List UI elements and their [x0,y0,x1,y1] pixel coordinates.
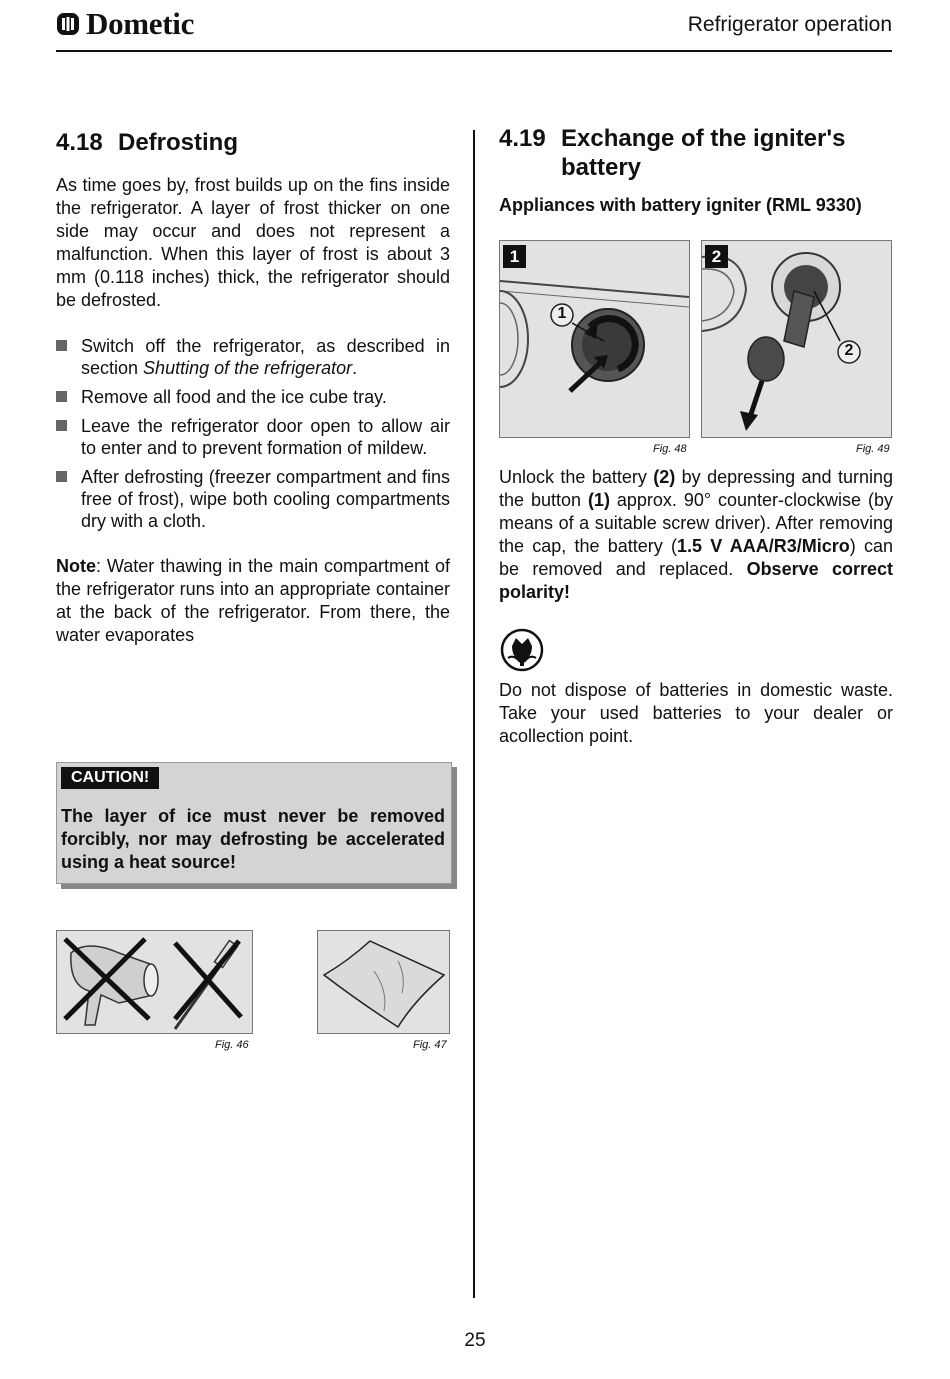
fig-46-caption: Fig. 46 [215,1039,249,1051]
battery-instructions-text: Unlock the battery (2) by depressing and turning the button (1) approx. 90° counter-clockwise (by means of a suitable screw driver). After removing the cap, the battery (1.5 V AAA/R3/Micro) can be removed and replaced. Observe correct polarity! [499,467,893,602]
no-hairdryer-no-screwdriver-icon [57,931,252,1033]
defrosting-intro: As time goes by, frost builds up on the fins inside the refrigerator. A layer of frost thicker on one side may occur and does not represent a malfunction. When this layer of frost is about 3 mm (0.118 inches) thick, the refrigerator should be defrosted. [56,175,450,310]
header-rule [56,50,892,52]
figure-46 [56,930,253,1034]
fig-48-caption: Fig. 48 [653,443,687,455]
caution-box [56,762,452,884]
column-divider [473,130,475,1298]
fig-47-caption: Fig. 47 [413,1039,447,1051]
list-item: After defrosting (freezer compartment and fins free of frost), wipe both cooling compartments dry with a cloth. [56,466,450,532]
disposal-section [499,679,893,748]
battery-removal-icon [702,241,891,437]
section-title: Refrigerator operation [687,13,892,36]
page-number: 25 [464,1330,486,1351]
battery-instructions [499,466,893,604]
section-igniter-battery [499,124,893,216]
igniter-button-icon [500,241,689,437]
disposal-text: Do not dispose of batteries in domestic waste. Take your used batteries to your dealer or acollection point. [499,680,893,746]
heading-igniter-battery: 4.19 Exchange of the igniter's battery [499,125,846,181]
figure-47 [317,930,450,1034]
fig-49-callout: 2 [844,342,854,359]
fig-48-callout: 1 [557,305,567,322]
fig-49-caption: Fig. 49 [856,443,890,455]
list-item: Switch off the refrigerator, as described in section Shutting of the refrigerator. [56,335,450,379]
defrosting-steps [56,335,450,532]
battery-subheading: Appliances with battery igniter (RML 9330) [499,195,862,215]
list-item: Remove all food and the ice cube tray. [56,386,450,408]
recycling-symbol-icon [500,628,544,672]
brand-name: Dometic [86,6,195,41]
figure-49 [701,240,892,438]
cloth-icon [318,931,449,1033]
caution-label: CAUTION! [61,767,159,789]
brand-logo [56,6,194,42]
defrosting-note: Note: Water thawing in the main compartment of the refrigerator runs into an appropriate container at the back of the refrigerator. From there, the water evaporates [56,556,450,645]
heading-defrosting: 4.18 Defrosting [56,129,238,156]
list-item: Leave the refrigerator door open to allow air to enter and to prevent formation of mildew. [56,415,450,459]
fig-49-badge: 2 [705,245,728,268]
section-defrosting [56,128,450,647]
dometic-logo-icon [56,12,80,36]
caution-text: The layer of ice must never be removed forcibly, nor may defrosting be accelerated using a heat source! [61,806,445,872]
recycle-icon [500,628,544,677]
fig-48-badge: 1 [503,245,526,268]
figure-48 [499,240,690,438]
